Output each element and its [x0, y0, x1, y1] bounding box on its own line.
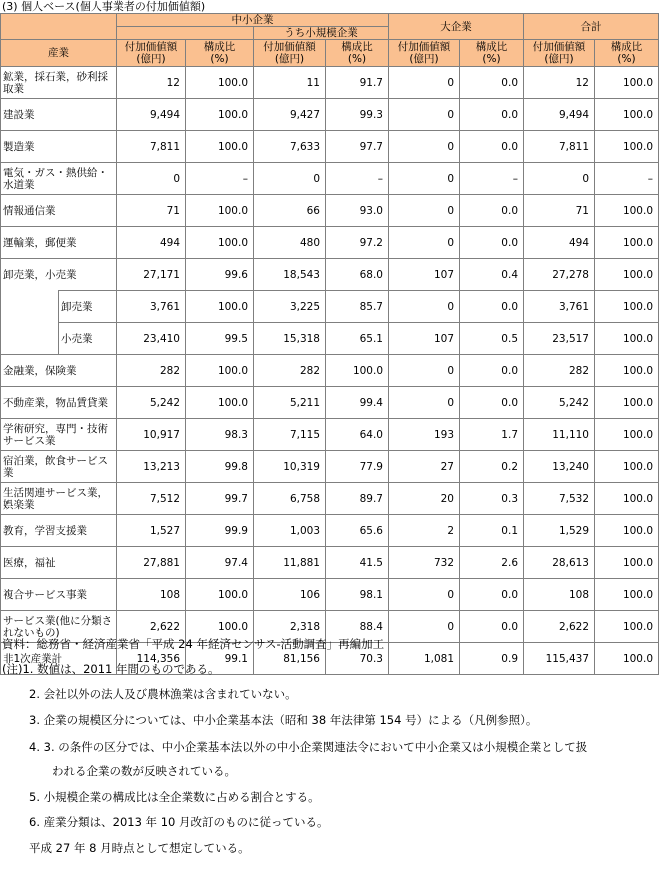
- header-sme-sub-blank: [117, 27, 254, 40]
- industry-name: 運輸業，郵便業: [1, 227, 117, 259]
- cell-large-r: 0.1: [460, 515, 524, 547]
- cell-small-r: 70.3: [326, 643, 389, 675]
- cell-total-r: 100.0: [595, 259, 659, 291]
- cell-large-r: 0.0: [460, 579, 524, 611]
- table-row: [1, 259, 659, 291]
- table-row: [1, 195, 659, 227]
- cell-large-v: 107: [389, 259, 460, 291]
- cell-total-r: 100.0: [595, 547, 659, 579]
- cell-small-v: 11,881: [254, 547, 326, 579]
- table-body: [1, 67, 659, 675]
- note-4a: 4. 3. の条件の区分では、中小企業基本法以外の中小企業関連法令において中小企業又は小規模企業として扱: [29, 740, 588, 754]
- cell-large-r: 1.7: [460, 419, 524, 451]
- cell-large-r: 0.0: [460, 355, 524, 387]
- note-6: 6. 産業分類は、2013 年 10 月改訂のものに従っている。: [29, 815, 329, 829]
- industry-name: 卸売業，小売業: [1, 259, 117, 291]
- cell-small-r: 97.7: [326, 131, 389, 163]
- cell-large-v: 0: [389, 227, 460, 259]
- cell-total-r: 100.0: [595, 483, 659, 515]
- cell-large-v: 0: [389, 163, 460, 195]
- cell-total-v: 71: [524, 195, 595, 227]
- cell-total-v: 13,240: [524, 451, 595, 483]
- cell-small-r: 91.7: [326, 67, 389, 99]
- cell-total-v: 2,622: [524, 611, 595, 643]
- industry-name: 生活関連サービス業，娯楽業: [1, 483, 117, 515]
- cell-total-r: 100.0: [595, 579, 659, 611]
- cell-small-r: 100.0: [326, 355, 389, 387]
- cell-total-r: 100.0: [595, 355, 659, 387]
- cell-large-v: 1,081: [389, 643, 460, 675]
- cell-large-v: 0: [389, 67, 460, 99]
- cell-small-v: 6,758: [254, 483, 326, 515]
- table-row: [1, 515, 659, 547]
- cell-sme-v: 1,527: [117, 515, 186, 547]
- cell-large-v: 0: [389, 291, 460, 323]
- table-row: [1, 291, 659, 323]
- cell-total-r: 100.0: [595, 419, 659, 451]
- industry-name: 情報通信業: [1, 195, 117, 227]
- cell-small-r: 99.3: [326, 99, 389, 131]
- cell-sme-r: 100.0: [186, 611, 254, 643]
- cell-large-v: 20: [389, 483, 460, 515]
- cell-total-v: 282: [524, 355, 595, 387]
- header-total-value: 付加価値額 (億円): [524, 40, 595, 67]
- cell-large-v: 107: [389, 323, 460, 355]
- cell-sme-r: 99.1: [186, 643, 254, 675]
- cell-large-r: 2.6: [460, 547, 524, 579]
- note-2: 2. 会社以外の法人及び農林漁業は含まれていない。: [29, 687, 297, 701]
- table-row: [1, 163, 659, 195]
- cell-sme-r: 100.0: [186, 67, 254, 99]
- cell-small-r: 99.4: [326, 387, 389, 419]
- cell-total-r: 100.0: [595, 515, 659, 547]
- cell-small-v: 282: [254, 355, 326, 387]
- cell-large-v: 0: [389, 195, 460, 227]
- industry-name: 電気・ガス・熱供給・水道業: [1, 163, 117, 195]
- cell-large-v: 27: [389, 451, 460, 483]
- cell-large-r: 0.0: [460, 387, 524, 419]
- cell-sme-v: 494: [117, 227, 186, 259]
- cell-total-r: 100.0: [595, 451, 659, 483]
- cell-sme-v: 0: [117, 163, 186, 195]
- cell-total-v: 494: [524, 227, 595, 259]
- cell-large-r: 0.0: [460, 99, 524, 131]
- cell-small-v: 3,225: [254, 291, 326, 323]
- cell-sme-r: 100.0: [186, 355, 254, 387]
- table-row: [1, 579, 659, 611]
- cell-small-v: 66: [254, 195, 326, 227]
- cell-total-r: 100.0: [595, 323, 659, 355]
- table-row: [1, 451, 659, 483]
- industry-name: 不動産業，物品賃貸業: [1, 387, 117, 419]
- cell-small-r: 64.0: [326, 419, 389, 451]
- table-row: [1, 227, 659, 259]
- cell-total-r: 100.0: [595, 99, 659, 131]
- cell-large-r: 0.9: [460, 643, 524, 675]
- note-4b: われる企業の数が反映されている。: [52, 764, 236, 778]
- cell-sme-v: 3,761: [117, 291, 186, 323]
- header-large-ratio: 構成比 (%): [460, 40, 524, 67]
- cell-sme-r: 100.0: [186, 99, 254, 131]
- cell-sme-r: 98.3: [186, 419, 254, 451]
- cell-sme-v: 71: [117, 195, 186, 227]
- cell-total-v: 7,532: [524, 483, 595, 515]
- cell-total-r: 100.0: [595, 131, 659, 163]
- industry-name: 金融業，保険業: [1, 355, 117, 387]
- industry-name: 鉱業，採石業，砂利採取業: [1, 67, 117, 99]
- cell-sme-v: 114,356: [117, 643, 186, 675]
- table-row: [1, 387, 659, 419]
- cell-sme-r: 100.0: [186, 195, 254, 227]
- cell-small-v: 9,427: [254, 99, 326, 131]
- cell-small-r: 88.4: [326, 611, 389, 643]
- cell-sme-v: 13,213: [117, 451, 186, 483]
- cell-sme-r: 99.5: [186, 323, 254, 355]
- cell-total-v: 0: [524, 163, 595, 195]
- header-large: 大企業: [389, 14, 524, 40]
- cell-sme-r: 100.0: [186, 227, 254, 259]
- industry-name: 製造業: [1, 131, 117, 163]
- cell-large-r: 0.0: [460, 291, 524, 323]
- cell-large-r: 0.3: [460, 483, 524, 515]
- cell-sme-r: 99.8: [186, 451, 254, 483]
- cell-large-r: 0.0: [460, 195, 524, 227]
- cell-total-v: 5,242: [524, 387, 595, 419]
- cell-total-r: 100.0: [595, 227, 659, 259]
- cell-large-v: 0: [389, 611, 460, 643]
- cell-sme-v: 27,171: [117, 259, 186, 291]
- cell-small-v: 0: [254, 163, 326, 195]
- header-small: うち小規模企業: [254, 27, 389, 40]
- cell-sme-r: 100.0: [186, 291, 254, 323]
- cell-large-r: 0.0: [460, 611, 524, 643]
- cell-small-r: 85.7: [326, 291, 389, 323]
- cell-sme-r: 99.7: [186, 483, 254, 515]
- cell-total-v: 11,110: [524, 419, 595, 451]
- cell-total-v: 115,437: [524, 643, 595, 675]
- cell-total-r: –: [595, 163, 659, 195]
- header-industry: 産業: [1, 40, 117, 67]
- cell-large-r: 0.0: [460, 131, 524, 163]
- cell-small-v: 7,633: [254, 131, 326, 163]
- industry-name: サービス業(他に分類されないもの): [1, 611, 117, 643]
- cell-total-v: 108: [524, 579, 595, 611]
- value-added-table: [0, 13, 659, 675]
- header-total-ratio: 構成比 (%): [595, 40, 659, 67]
- cell-sme-v: 23,410: [117, 323, 186, 355]
- table-row: [1, 323, 659, 355]
- industry-name: 建設業: [1, 99, 117, 131]
- cell-total-v: 9,494: [524, 99, 595, 131]
- cell-large-r: 0.4: [460, 259, 524, 291]
- industry-name: 複合サービス事業: [1, 579, 117, 611]
- cell-small-r: 41.5: [326, 547, 389, 579]
- cell-large-v: 193: [389, 419, 460, 451]
- cell-total-r: 100.0: [595, 291, 659, 323]
- indent-cell: [1, 291, 59, 323]
- cell-sme-v: 282: [117, 355, 186, 387]
- cell-sme-r: 100.0: [186, 579, 254, 611]
- cell-small-v: 18,543: [254, 259, 326, 291]
- cell-total-v: 3,761: [524, 291, 595, 323]
- cell-large-r: 0.0: [460, 67, 524, 99]
- cell-total-r: 100.0: [595, 611, 659, 643]
- cell-sme-v: 7,512: [117, 483, 186, 515]
- cell-sme-r: –: [186, 163, 254, 195]
- table-row: [1, 547, 659, 579]
- cell-total-v: 1,529: [524, 515, 595, 547]
- cell-large-v: 732: [389, 547, 460, 579]
- note-source: 資料：総務省・経済産業省「平成 24 年経済センサス‐活動調査」再編加工: [2, 637, 385, 651]
- cell-large-r: 0.0: [460, 227, 524, 259]
- note-7: 平成 27 年 8 月時点として想定している。: [29, 841, 250, 855]
- cell-small-r: 97.2: [326, 227, 389, 259]
- note-3: 3. 企業の規模区分については、中小企業基本法（昭和 38 年法律第 154 号）による（凡例参照）。: [29, 713, 538, 727]
- cell-sme-r: 99.6: [186, 259, 254, 291]
- cell-small-v: 15,318: [254, 323, 326, 355]
- cell-small-v: 11: [254, 67, 326, 99]
- table-row: [1, 131, 659, 163]
- cell-small-v: 1,003: [254, 515, 326, 547]
- cell-small-r: 65.6: [326, 515, 389, 547]
- header-small-value: 付加価値額 (億円): [254, 40, 326, 67]
- cell-total-v: 23,517: [524, 323, 595, 355]
- cell-total-v: 28,613: [524, 547, 595, 579]
- cell-large-v: 2: [389, 515, 460, 547]
- cell-sme-r: 97.4: [186, 547, 254, 579]
- cell-sme-v: 2,622: [117, 611, 186, 643]
- cell-total-v: 27,278: [524, 259, 595, 291]
- industry-name: 小売業: [59, 323, 117, 355]
- table-row: [1, 67, 659, 99]
- header-sme-ratio: 構成比 (%): [186, 40, 254, 67]
- cell-total-r: 100.0: [595, 195, 659, 227]
- cell-total-r: 100.0: [595, 643, 659, 675]
- industry-name: 学術研究，専門・技術サービス業: [1, 419, 117, 451]
- cell-sme-v: 7,811: [117, 131, 186, 163]
- cell-large-r: 0.5: [460, 323, 524, 355]
- cell-large-v: 0: [389, 131, 460, 163]
- header-small-ratio: 構成比 (%): [326, 40, 389, 67]
- cell-small-v: 7,115: [254, 419, 326, 451]
- header-sme-value: 付加価値額 (億円): [117, 40, 186, 67]
- cell-small-v: 81,156: [254, 643, 326, 675]
- cell-sme-r: 100.0: [186, 131, 254, 163]
- cell-large-r: –: [460, 163, 524, 195]
- header-large-value: 付加価値額 (億円): [389, 40, 460, 67]
- note-5: 5. 小規模企業の構成比は全企業数に占める割合とする。: [29, 790, 320, 804]
- cell-small-r: 93.0: [326, 195, 389, 227]
- cell-large-v: 0: [389, 579, 460, 611]
- cell-sme-r: 99.9: [186, 515, 254, 547]
- cell-total-v: 12: [524, 67, 595, 99]
- cell-small-v: 5,211: [254, 387, 326, 419]
- header-total: 合計: [524, 14, 659, 40]
- cell-large-r: 0.2: [460, 451, 524, 483]
- industry-name: 卸売業: [59, 291, 117, 323]
- table-row: [1, 419, 659, 451]
- cell-small-r: 65.1: [326, 323, 389, 355]
- industry-name: 医療，福祉: [1, 547, 117, 579]
- cell-sme-v: 5,242: [117, 387, 186, 419]
- cell-small-r: 68.0: [326, 259, 389, 291]
- cell-sme-r: 100.0: [186, 387, 254, 419]
- cell-large-v: 0: [389, 355, 460, 387]
- cell-small-v: 2,318: [254, 611, 326, 643]
- cell-small-r: 77.9: [326, 451, 389, 483]
- industry-name: 非1次産業計: [1, 643, 117, 675]
- cell-sme-v: 108: [117, 579, 186, 611]
- cell-small-v: 106: [254, 579, 326, 611]
- indent-cell: [1, 323, 59, 355]
- cell-sme-v: 10,917: [117, 419, 186, 451]
- table-row: [1, 99, 659, 131]
- cell-small-v: 10,319: [254, 451, 326, 483]
- cell-total-r: 100.0: [595, 387, 659, 419]
- industry-name: 教育，学習支援業: [1, 515, 117, 547]
- cell-sme-v: 9,494: [117, 99, 186, 131]
- cell-small-v: 480: [254, 227, 326, 259]
- cell-total-r: 100.0: [595, 67, 659, 99]
- industry-name: 宿泊業，飲食サービス業: [1, 451, 117, 483]
- header-sme: 中小企業: [117, 14, 389, 27]
- cell-sme-v: 27,881: [117, 547, 186, 579]
- cell-large-v: 0: [389, 387, 460, 419]
- header-blank: [1, 14, 117, 40]
- cell-small-r: –: [326, 163, 389, 195]
- cell-small-r: 89.7: [326, 483, 389, 515]
- cell-small-r: 98.1: [326, 579, 389, 611]
- table-row: [1, 483, 659, 515]
- cell-total-v: 7,811: [524, 131, 595, 163]
- note-1: (注)1. 数値は、2011 年間のものである。: [2, 662, 220, 676]
- table-row: [1, 355, 659, 387]
- cell-sme-v: 12: [117, 67, 186, 99]
- cell-large-v: 0: [389, 99, 460, 131]
- table-title: (3) 個人ベース(個人事業者の付加価値額): [2, 0, 206, 13]
